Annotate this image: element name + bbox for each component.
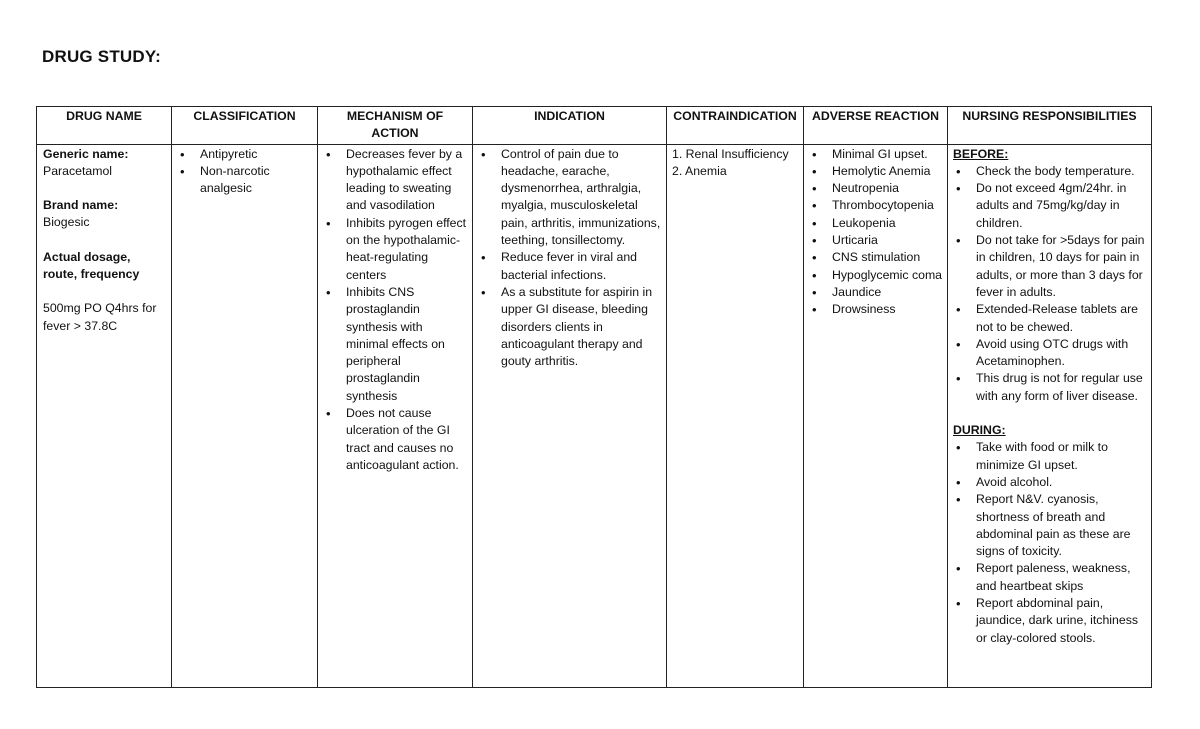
list-item: • Report paleness, weakness, and heartbeat skips — [953, 560, 1147, 595]
drug-study-table — [36, 106, 1152, 688]
list-item: • Thrombocytopenia — [809, 197, 943, 214]
list-item: • Take with food or milk to minimize GI upset. — [953, 439, 1147, 474]
list-item: • This drug is not for regular use with any form of liver disease. — [953, 370, 1147, 405]
list-item: • Inhibits CNS prostaglandin synthesis with minimal effects on peripheral prostaglandin synthesis — [323, 284, 468, 405]
header-drug-name: DRUG NAME — [37, 107, 172, 145]
dosage-value: 500mg PO Q4hrs for fever > 37.8C — [43, 301, 157, 333]
page-title: DRUG STUDY: — [42, 47, 161, 66]
header-contraindication: CONTRAINDICATION — [667, 107, 804, 145]
list-item: • Does not cause ulceration of the GI tract and causes no anticoagulant action. — [323, 405, 468, 474]
list-item: • Jaundice — [809, 284, 943, 301]
list-item: • CNS stimulation — [809, 249, 943, 266]
list-item: • Hemolytic Anemia — [809, 163, 943, 180]
list-item: • Report abdominal pain, jaundice, dark urine, itchiness or clay-colored stools. — [953, 595, 1147, 647]
list-item: • Do not exceed 4gm/24hr. in adults and 75mg/kg/day in children. — [953, 180, 1147, 232]
brand-name-label: Brand name: — [43, 198, 119, 213]
generic-name: Paracetamol — [43, 163, 113, 178]
brand-name: Biogesic — [43, 215, 90, 230]
list-item: • Decreases fever by a hypothalamic effect leading to sweating and vasodilation — [323, 146, 468, 215]
list-item: • Leukopenia — [809, 215, 943, 232]
indication-cell — [473, 144, 667, 687]
list-item: • Neutropenia — [809, 180, 943, 197]
list-item: 1. Renal Insufficiency — [672, 146, 789, 161]
classification-cell — [172, 144, 318, 687]
adverse-reaction-cell — [804, 144, 948, 687]
header-adverse-reaction: ADVERSE REACTION — [804, 107, 948, 145]
header-mechanism: MECHANISM OF ACTION — [318, 107, 473, 145]
list-item: 2. Anemia — [672, 163, 727, 178]
list-item: • Hypoglycemic coma — [809, 267, 943, 284]
list-item: • Extended-Release tablets are not to be chewed. — [953, 301, 1147, 336]
list-item: • Antipyretic — [177, 146, 313, 163]
list-item: • Check the body temperature. — [953, 163, 1147, 180]
list-item: • Report N&V. cyanosis, shortness of breath and abdominal pain as these are signs of toxicity. — [953, 491, 1147, 560]
list-item: • Minimal GI upset. — [809, 146, 943, 163]
contraindication-cell — [667, 144, 804, 687]
header-classification: CLASSIFICATION — [172, 107, 318, 145]
header-indication: INDICATION — [473, 107, 667, 145]
nursing-responsibilities-cell — [948, 144, 1152, 687]
before-label: BEFORE: — [953, 146, 1009, 161]
during-label: DURING: — [953, 423, 1006, 438]
table-row — [37, 144, 1152, 687]
list-item: • As a substitute for aspirin in upper GI disease, bleeding disorders clients in anticoagulant therapy and gouty arthritis. — [478, 284, 662, 370]
dosage-label: Actual dosage, route, frequency — [43, 249, 140, 282]
list-item: • Drowsiness — [809, 301, 943, 318]
list-item: • Control of pain due to headache, earache, dysmenorrhea, arthralgia, myalgia, musculoskeletal pain, arthritis, immunizations, teething, tonsillectomy. — [478, 146, 662, 250]
list-item: • Inhibits pyrogen effect on the hypothalamic-heat-regulating centers — [323, 215, 468, 284]
header-row — [37, 107, 1152, 145]
list-item: • Urticaria — [809, 232, 943, 249]
list-item: • Non-narcotic analgesic — [177, 163, 313, 198]
mechanism-cell — [318, 144, 473, 687]
list-item: • Avoid alcohol. — [953, 474, 1147, 491]
list-item: • Reduce fever in viral and bacterial infections. — [478, 249, 662, 284]
header-nursing-responsibilities: NURSING RESPONSIBILITIES — [948, 107, 1152, 145]
list-item: • Do not take for >5days for pain in children, 10 days for pain in adults, or more than 3 days for fever in adults. — [953, 232, 1147, 301]
drug-name-cell — [37, 144, 172, 687]
list-item: • Avoid using OTC drugs with Acetaminophen. — [953, 336, 1147, 371]
generic-name-label: Generic name: — [43, 146, 129, 161]
